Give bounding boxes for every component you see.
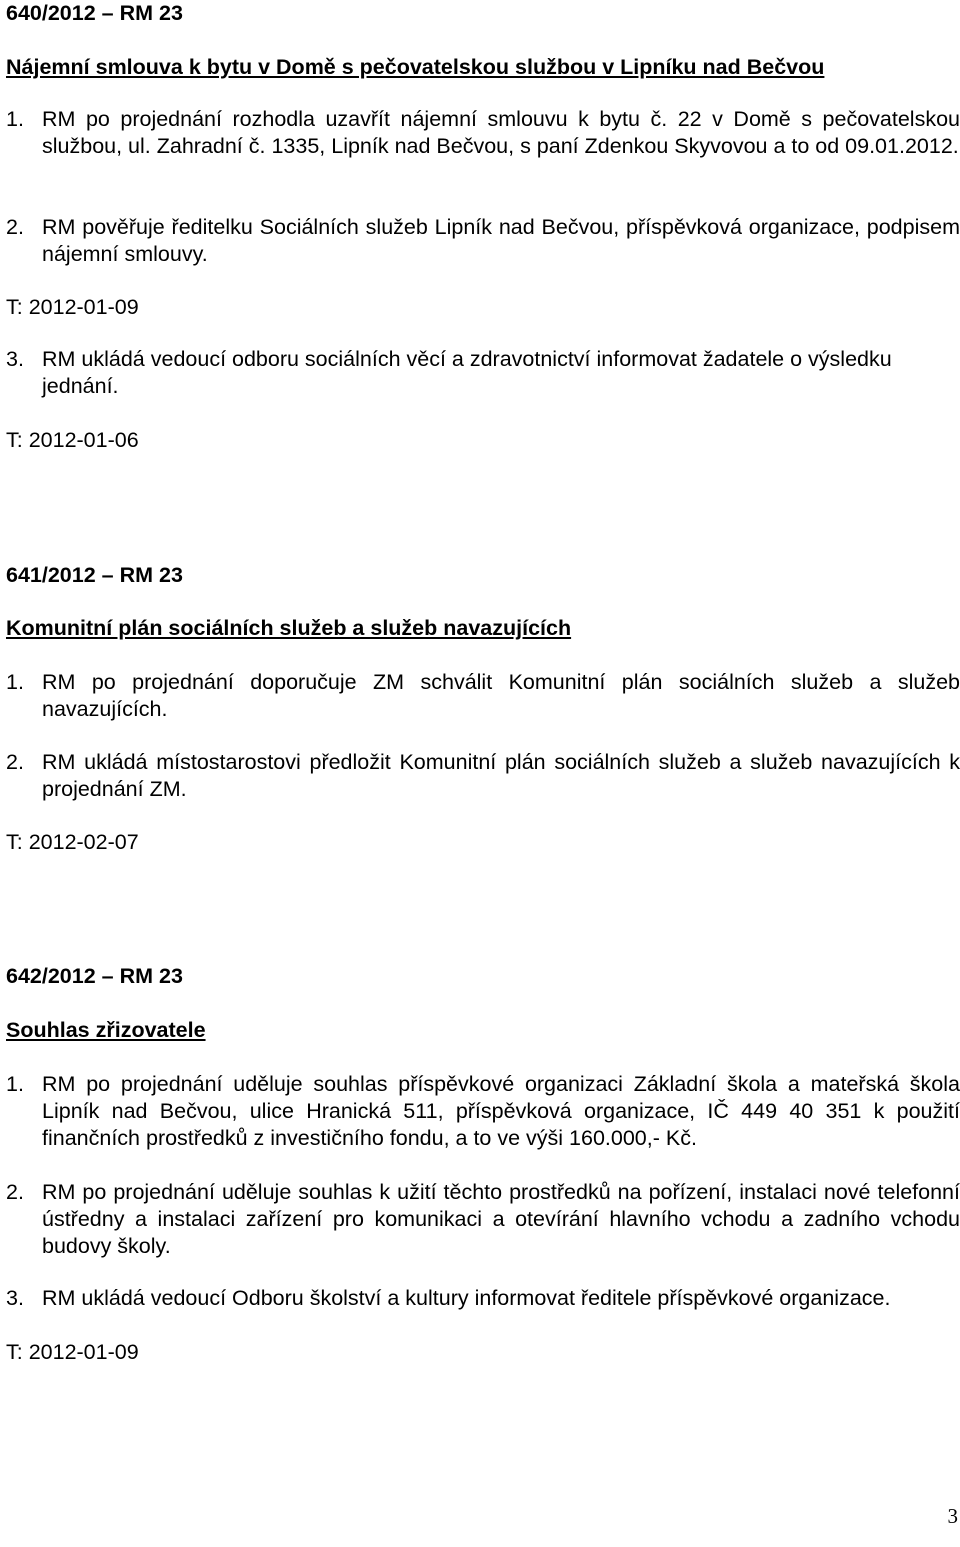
item-text: RM ukládá vedoucí odboru sociálních věcí a zdravotnictví informovat žadatele o výsledku jednání. — [42, 347, 892, 398]
item-number: 1. — [6, 670, 24, 694]
page-number: 3 — [947, 1504, 958, 1528]
item-number: 2. — [6, 215, 24, 239]
term-date: T: 2012-02-07 — [6, 830, 139, 854]
item-text: RM pověřuje ředitelku Sociálních služeb Lipník nad Bečvou, příspěvková organizace, podpisem nájemní smlouvy. — [42, 215, 960, 266]
item-number: 3. — [6, 1286, 24, 1310]
item-number: 3. — [6, 347, 24, 371]
term-date: T: 2012-01-06 — [6, 428, 139, 452]
resolution-heading-642: 642/2012 – RM 23 — [6, 964, 183, 988]
item-number: 1. — [6, 107, 24, 131]
item-text: RM po projednání doporučuje ZM schválit Komunitní plán sociálních služeb a služeb navazujících. — [42, 670, 960, 721]
term-date: T: 2012-01-09 — [6, 1340, 139, 1364]
item-text: RM po projednání rozhodla uzavřít nájemní smlouvu k bytu č. 22 v Domě s pečovatelskou službou, ul. Zahradní č. 1335, Lipník nad Bečvou, s paní Zdenkou Skyvovou a to od 09.01.2012. — [42, 107, 960, 158]
item-text: RM ukládá vedoucí Odboru školství a kultury informovat ředitele příspěvkové organizace. — [42, 1286, 891, 1310]
resolution-subject-640: Nájemní smlouva k bytu v Domě s pečovatelskou službou v Lipníku nad Bečvou — [6, 55, 825, 79]
resolution-heading-641: 641/2012 – RM 23 — [6, 563, 183, 587]
item-number: 2. — [6, 750, 24, 774]
resolution-subject-642: Souhlas zřizovatele — [6, 1018, 206, 1042]
item-text: RM po projednání uděluje souhlas k užití těchto prostředků na pořízení, instalaci nové telefonní ústředny a instalaci zařízení pro komunikaci a otevírání hlavního vchodu a zadního vchodu budovy školy. — [42, 1180, 960, 1258]
item-number: 1. — [6, 1072, 24, 1096]
item-number: 2. — [6, 1180, 24, 1204]
resolution-heading-640: 640/2012 – RM 23 — [6, 1, 183, 25]
term-date: T: 2012-01-09 — [6, 295, 139, 319]
resolution-subject-641: Komunitní plán sociálních služeb a služeb navazujících — [6, 616, 572, 640]
item-text: RM po projednání uděluje souhlas příspěvkové organizaci Základní škola a mateřská škola Lipník nad Bečvou, ulice Hranická 511, příspěvková organizace, IČ 449 40 351 k použití finančních prostředků z investičního fondu, a to ve výši 160.000,- Kč. — [42, 1072, 960, 1150]
item-text: RM ukládá místostarostovi předložit Komunitní plán sociálních služeb a služeb navazujících k projednání ZM. — [42, 750, 960, 801]
